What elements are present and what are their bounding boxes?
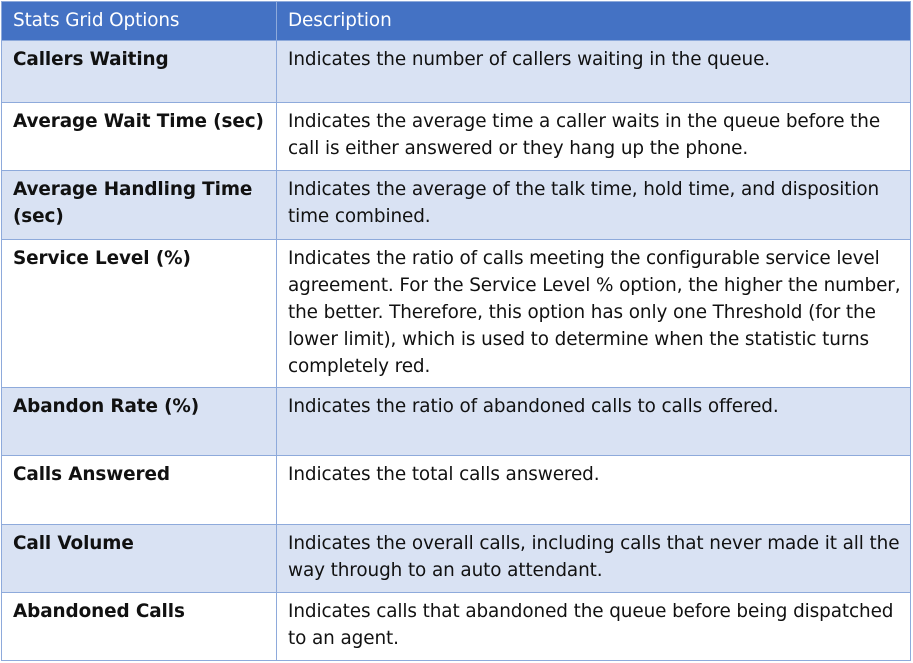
table-row xyxy=(2,525,911,593)
option-description: Indicates the ratio of abandoned calls to calls offered. xyxy=(277,388,911,456)
stats-grid-options-table xyxy=(1,1,911,661)
option-description: Indicates calls that abandoned the queue before being dispatched to an agent. xyxy=(277,593,911,661)
option-description: Indicates the average of the talk time, hold time, and disposition time combined. xyxy=(277,171,911,240)
header-description: Description xyxy=(277,2,911,41)
option-name: Abandoned Calls xyxy=(2,593,277,661)
table-row xyxy=(2,456,911,525)
table-row xyxy=(2,171,911,240)
option-name: Call Volume xyxy=(2,525,277,593)
table-row xyxy=(2,388,911,456)
table-row xyxy=(2,593,911,661)
table-row xyxy=(2,240,911,388)
table-header-row xyxy=(2,2,911,41)
option-description: Indicates the ratio of calls meeting the configurable service level agreement. For the Service Level % option, the higher the number, the better. Therefore, this option has only one Threshold (for the lower limit), which is used to determine when the statistic turns completely red. xyxy=(277,240,911,388)
option-name: Service Level (%) xyxy=(2,240,277,388)
option-description: Indicates the number of callers waiting in the queue. xyxy=(277,41,911,103)
header-stats-grid-options: Stats Grid Options xyxy=(2,2,277,41)
option-description: Indicates the overall calls, including calls that never made it all the way through to an auto attendant. xyxy=(277,525,911,593)
option-name: Calls Answered xyxy=(2,456,277,525)
option-name: Average Handling Time (sec) xyxy=(2,171,277,240)
table-row xyxy=(2,103,911,171)
table-row xyxy=(2,41,911,103)
option-description: Indicates the total calls answered. xyxy=(277,456,911,525)
option-description: Indicates the average time a caller waits in the queue before the call is either answered or they hang up the phone. xyxy=(277,103,911,171)
option-name: Average Wait Time (sec) xyxy=(2,103,277,171)
option-name: Abandon Rate (%) xyxy=(2,388,277,456)
option-name: Callers Waiting xyxy=(2,41,277,103)
